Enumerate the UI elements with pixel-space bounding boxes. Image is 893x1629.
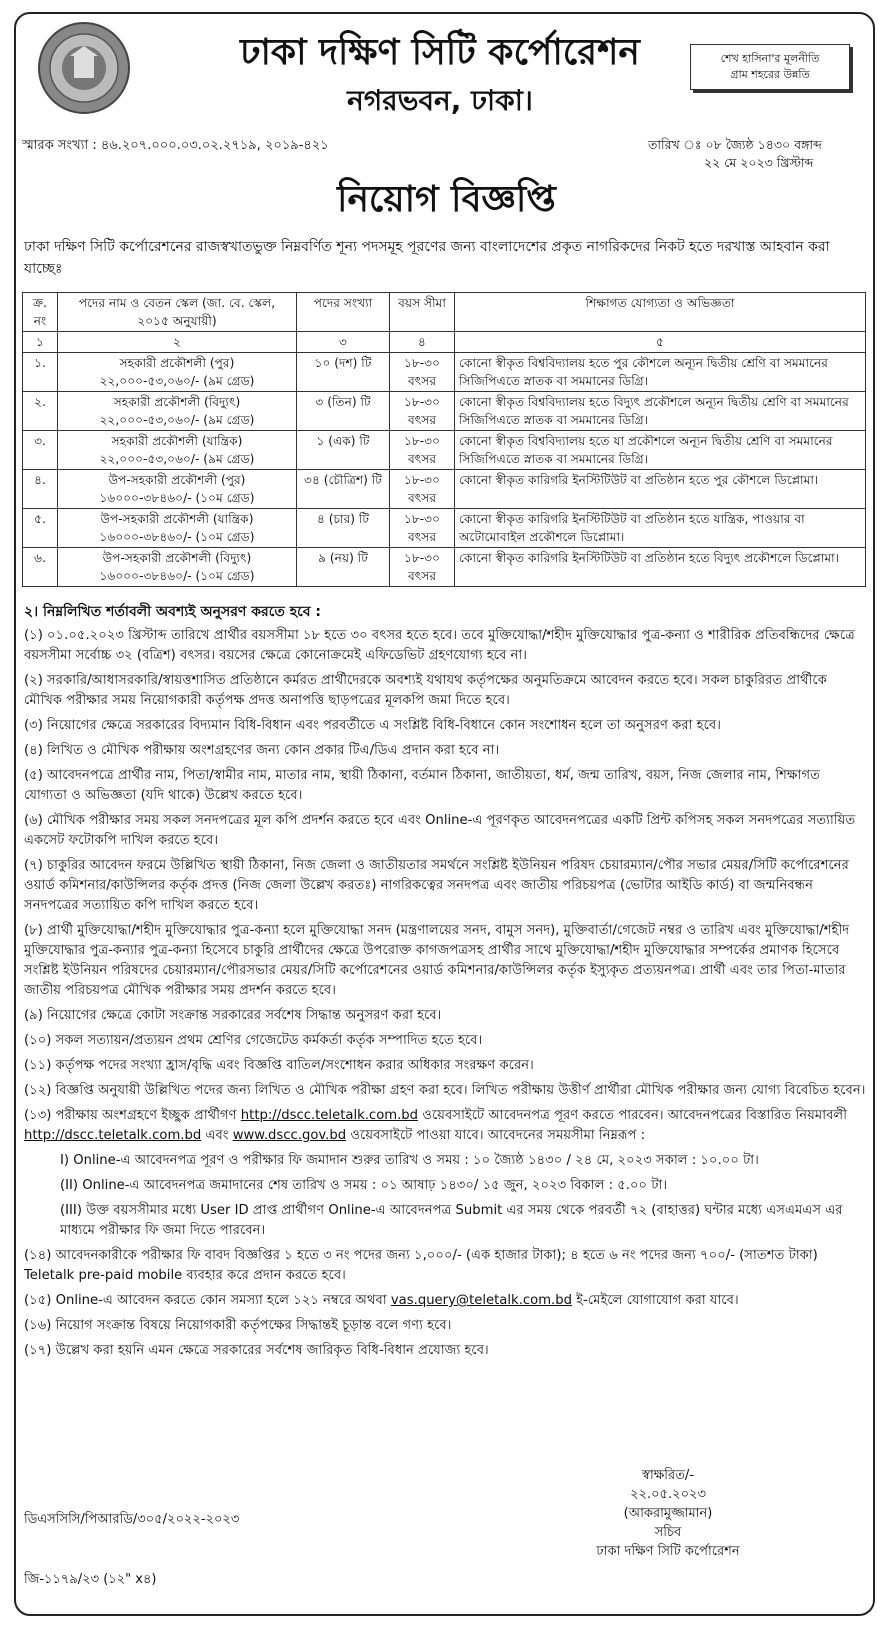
post-count: ৩৪ (চৌত্রিশ) টি bbox=[297, 470, 390, 509]
pay-scale: ২২,০০০-৫৩,০৬০/- (৯ম গ্রেড) bbox=[99, 413, 255, 427]
table-row bbox=[23, 392, 866, 431]
dscc-logo-icon bbox=[36, 20, 132, 116]
signature-block bbox=[568, 1466, 768, 1561]
column-number-row bbox=[23, 332, 866, 353]
post-name: সহকারী প্রকৌশলী (পুর) bbox=[119, 356, 235, 370]
condition-item: (৯) নিয়োগের ক্ষেত্রে কোটা সংক্রান্ত সরকারের সর্বশেষ সিদ্ধান্ত অনুসরণ করা হবে। bbox=[24, 1008, 442, 1023]
post-name: উপ-সহকারী প্রকৌশলী (বিদ্যুৎ) bbox=[102, 551, 252, 565]
support-email-link[interactable]: vas.query@teletalk.com.bd bbox=[390, 1293, 572, 1308]
memo-number: স্মারক সংখ্যা : ৪৬.২০৭.০০০.০৩.০২.২৭১৯, ২০১৯-৪২১ bbox=[22, 138, 329, 153]
age-cell bbox=[390, 392, 455, 431]
signed-label: স্বাক্ষরিত/- bbox=[642, 1468, 694, 1483]
condition-item: (৮) প্রার্থী মুক্তিযোদ্ধা/শহীদ মুক্তিযোদ্ধার পুত্র-কন্যা হলে মুক্তিযোদ্ধা সনদ (মন্ত্রণালয়ের সনদ, বামুস সনদ), মুক্তিবার্তা/গেজেট নম্বর ও তারিখ এবং মুক্তিযোদ্ধা/শহীদ মুক্তিযোদ্ধার পুত্র-কন্যার পুত্র-কন্যা হিসেবে চাকুরি প্রার্থীদের ক্ষেত্রে উপরোক্ত কাগজপত্রসহ প্রার্থীর সাথে মুক্তিযোদ্ধা/শহীদ মুক্তিযোদ্ধার সম্পর্কের প্রমাণক হিসেবে সংশ্লিষ্ট ইউনিয়ন পরিষদের চেয়ারম্যান/পৌরসভার মেয়র/সিটি কর্পোরেশনের ওয়ার্ড কমিশনার/কাউন্সিলর কর্তৃক ইস্যুকৃত প্রত্যয়নপত্র। প্রার্থী এবং তার পিতা-মাতার জাতীয় পরিচয়পত্র মৌখিক পরীক্ষার সময় প্রদর্শন করতে হবে। bbox=[24, 923, 850, 998]
row-serial: ৬. bbox=[23, 548, 58, 587]
post-count: ৯ (নয়) টি bbox=[297, 548, 390, 587]
age-cell bbox=[390, 548, 455, 587]
condition-15 bbox=[24, 1291, 866, 1311]
condition-13-sub: (III) উক্ত বয়সসীমার মধ্যে User ID প্রাপ্ত প্রার্থীগণ Online-এ আবেদনপত্র Submit এর সময় থেকে পরবর্তী ৭২ (বাহাত্তর) ঘন্টার মধ্যে এসএমএস এর মাধ্যমে পরীক্ষার ফি জমা দিতে পারবেন। bbox=[60, 1203, 843, 1238]
age-unit: বৎসর bbox=[407, 374, 437, 388]
row-serial: ৩. bbox=[23, 431, 58, 470]
condition-13-sub: I) Online-এ আবেদনপত্র পূরণ ও পরীক্ষার ফি জমাদান শুরুর তারিখ ও সময় : ১০ জ্যৈষ্ঠ ১৪৩০ / ২৪ মে, ২০২৩ সকাল : ১০.০০ টা। bbox=[60, 1153, 759, 1168]
condition-item: (২) সরকারি/আধাসরকারি/স্বায়ত্তশাসিত প্রতিষ্ঠানে কর্মরত প্রার্থীদেরকে অবশ্যই যথাযথ কর্তৃপক্ষের অনুমতিক্রমে আবেদন করতে হবে। সকল চাকুরিরত প্রার্থীকে মৌখিক পরীক্ষার সময় নিয়োগকারী কর্তৃপক্ষ প্রদত্ত অনাপত্তি ছাড়পত্রের মূলকপি জমা দিতে হবে। bbox=[24, 673, 827, 708]
condition-item: (১) ০১.০৫.২০২৩ খ্রিস্টাব্দ তারিখে প্রার্থীর বয়সসীমা ১৮ হতে ৩০ বৎসর হতে হবে। তবে মুক্তিযোদ্ধা/শহীদ মুক্তিযোদ্ধার পুত্র-কন্যা ও শারীরিক প্রতিবন্ধিদের ক্ষেত্রে বয়সসীমা সর্বোচ্চ ৩২ (বত্রিশ) বৎসর। বয়সের ক্ষেত্রে কোনোক্রমেই এফিডেভিট গ্রহণযোগ্য হবে না। bbox=[24, 628, 855, 663]
post-count: ৪ (চার) টি bbox=[297, 509, 390, 548]
col-header: পদের নাম ও বেতন স্কেল (জা. বে. স্কেল, ২০১৫ অনুযায়ী) bbox=[58, 293, 297, 332]
pay-scale: ১৬০০০-৩৮৪৬০/- (১০ম গ্রেড) bbox=[99, 569, 255, 583]
post-name: সহকারী প্রকৌশলী (যান্ত্রিক) bbox=[111, 434, 243, 448]
table-header-row bbox=[23, 293, 866, 332]
age-unit: বৎসর bbox=[407, 530, 437, 544]
reference-number: ডিএসসিসি/পিআরডি/৩০৫/২০২২-২০২৩ bbox=[24, 1512, 240, 1527]
post-name: উপ-সহকারী প্রকৌশলী (যান্ত্রিক) bbox=[100, 512, 254, 526]
qualification: কোনো স্বীকৃত বিশ্ববিদ্যালয় হতে পুর কৌশলে অন্যূন দ্বিতীয় শ্রেণি বা সমমানের সিজিপিএতে স্নাতক বা সমমানের ডিগ্রি। bbox=[455, 353, 866, 392]
post-name: সহকারী প্রকৌশলী (বিদ্যুৎ) bbox=[113, 395, 241, 409]
age-unit: বৎসর bbox=[407, 569, 437, 583]
pay-scale: ১৬০০০-৩৮৪৬০/- (১০ম গ্রেড) bbox=[99, 530, 255, 544]
col-header: শিক্ষাগত যোগ্যতা ও অভিজ্ঞতা bbox=[455, 293, 866, 332]
col-header: ক্র. নং bbox=[23, 293, 58, 332]
text: ই-মেইলে যোগাযোগ করা যাবে। bbox=[571, 1293, 739, 1308]
motto-line: গ্রাম শহরের উন্নতি bbox=[730, 68, 810, 81]
table-row bbox=[23, 509, 866, 548]
condition-item: (১০) সকল সত্যায়ন/প্রত্যয়ন প্রথম শ্রেণির গেজেটেড কর্মকর্তা কর্তৃক সম্পাদিত হতে হবে। bbox=[24, 1033, 483, 1048]
condition-item: (৭) চাকুরির আবেদন ফরমে উল্লিখিত স্থায়ী ঠিকানা, নিজ জেলা ও জাতীয়তার সমর্থনে সংশ্লিষ্ট ইউনিয়ন পরিষদ চেয়ারম্যান/পৌর সভার মেয়র/সিটি কর্পোরেশনের ওয়ার্ড কমিশনার/কাউন্সিলর কর্তৃক প্রদত্ত (নিজ জেলা উল্লেখ করতঃ) নাগরিকত্বের সনদপত্র এবং জাতীয় পরিচয়পত্র (ভোটার আইডি কার্ড) বা জন্মনিবন্ধন সনদপত্রের সত্যায়িত কপি দাখিল করতে হবে। bbox=[24, 858, 849, 913]
condition-item: (৬) মৌখিক পরীক্ষার সময় সকল সনদপত্রের মূল কপি প্রদর্শন করতে হবে এবং Online-এ পূরণকৃত আবেদনপত্রের একটি প্রিন্ট কপিসহ সকল সনদপত্রের সত্যায়িত একসেট ফটোকপি দাখিল করতে হবে। bbox=[24, 813, 856, 848]
row-serial: ৪. bbox=[23, 470, 58, 509]
org-title: ঢাকা দক্ষিণ সিটি কর্পোরেশন bbox=[240, 32, 640, 73]
post-name: উপ-সহকারী প্রকৌশলী (পুর) bbox=[108, 473, 246, 487]
age-limit: ১৮-৩০ bbox=[403, 512, 441, 526]
table-row bbox=[23, 548, 866, 587]
condition-item: (১১) কর্তৃপক্ষ পদের সংখ্যা হ্রাস/বৃদ্ধি এবং বিজ্ঞপ্তি বাতিল/সংশোধন করার অধিকার সংরক্ষণ করেন। bbox=[24, 1058, 534, 1073]
age-limit: ১৮-৩০ bbox=[403, 434, 441, 448]
posts-table bbox=[22, 292, 866, 587]
age-unit: বৎসর bbox=[407, 452, 437, 466]
age-limit: ১৮-৩০ bbox=[403, 473, 441, 487]
age-cell bbox=[390, 431, 455, 470]
condition-item: (১২) বিজ্ঞপ্তি অনুযায়ী উল্লিখিত পদের জন্য লিখিত ও মৌখিক পরীক্ষা গ্রহণ করা হবে। লিখিত পরীক্ষায় উত্তীর্ণ প্রার্থীরা মৌখিক পরীক্ষার জন্য যোগ্য বিবেচিত হবেন। bbox=[24, 1083, 866, 1098]
row-serial: ১. bbox=[23, 353, 58, 392]
age-unit: বৎসর bbox=[407, 491, 437, 505]
signatory-org: ঢাকা দক্ষিণ সিটি কর্পোরেশন bbox=[596, 1544, 740, 1559]
col-header: বয়স সীমা bbox=[390, 293, 455, 332]
pay-scale: ২২,০০০-৫৩,০৬০/- (৯ম গ্রেড) bbox=[99, 374, 255, 388]
age-limit: ১৮-৩০ bbox=[403, 395, 441, 409]
post-count: ৩ (তিন) টি bbox=[297, 392, 390, 431]
text: ওয়েবসাইটে পাওয়া যাবে। আবেদনের সময়সীমা নিম্নরূপ : bbox=[346, 1128, 646, 1143]
age-limit: ১৮-৩০ bbox=[403, 356, 441, 370]
dscc-website-link[interactable]: www.dscc.gov.bd bbox=[232, 1128, 347, 1143]
motto-line: শেখ হাসিনা'র মূলনীতি bbox=[720, 52, 820, 65]
table-row bbox=[23, 353, 866, 392]
conditions-list bbox=[24, 626, 866, 1366]
intro-text: ঢাকা দক্ষিণ সিটি কর্পোরেশনের রাজস্বখাতভুক্ত নিম্নবর্ণিত শূন্য পদসমূহ পূরণের জন্য বাংলাদেশের প্রকৃত নাগরিকদের নিকট হতে দরখাস্ত আহবান করা যাচ্ছেঃ bbox=[24, 239, 830, 277]
text: (১৩) পরীক্ষায় অংশগ্রহণে ইচ্ছুক প্রার্থীগণ bbox=[24, 1108, 241, 1123]
row-serial: ৫. bbox=[23, 509, 58, 548]
text: (১৫) Online-এ আবেদন করতে কোন সমস্যা হলে ১২১ নম্বরে অথবা bbox=[24, 1293, 391, 1308]
condition-13-sub: (II) Online-এ আবেদনপত্র জমাদানের শেষ তারিখ ও সময় : ০১ আষাঢ় ১৪৩০/ ১৫ জুন, ২০২৩ বিকাল : ৫.০০ টা। bbox=[60, 1178, 668, 1193]
qualification: কোনো স্বীকৃত কারিগরি ইনস্টিটিউট বা প্রতিষ্ঠান হতে যান্ত্রিক, পাওয়ার বা অটোমোবাইল প্রকৌশলে ডিপ্লোমা। bbox=[455, 509, 866, 548]
col-number: ২ bbox=[58, 332, 297, 353]
condition-17: (১৭) উল্লেখ করা হয়নি এমন ক্ষেত্রে সরকারের সর্বশেষ জারিকৃত বিধি-বিধান প্রযোজ্য হবে। bbox=[24, 1343, 489, 1358]
gazette-number: জি-১১৭৯/২৩ (১২" x৪) bbox=[24, 1572, 157, 1587]
col-number: ১ bbox=[23, 332, 58, 353]
post-cell bbox=[58, 509, 297, 548]
qualification: কোনো স্বীকৃত বিশ্ববিদ্যালয় হতে যা প্রকৌশলে অন্যূন দ্বিতীয় শ্রেণি বা সমমানের সিজিপিএতে স্নাতক বা সমমানের ডিগ্রি। bbox=[455, 431, 866, 470]
table-row bbox=[23, 470, 866, 509]
post-cell bbox=[58, 470, 297, 509]
condition-item: (৫) আবেদনপত্রে প্রার্থীর নাম, পিতা/স্বামীর নাম, মাতার নাম, স্থায়ী ঠিকানা, বর্তমান ঠিকানা, জাতীয়তা, ধর্ম, জন্ম তারিখ, বয়স, নিজ জেলার নাম, শিক্ষাগত যোগ্যতা ও অভিজ্ঞতা (যদি থাকে) উল্লেখ করতে হবে। bbox=[24, 768, 820, 803]
col-number: ৩ bbox=[297, 332, 390, 353]
post-cell bbox=[58, 392, 297, 431]
motto-box bbox=[690, 44, 850, 90]
pay-scale: ২২,০০০-৫৩,০৬০/- (৯ম গ্রেড) bbox=[99, 452, 255, 466]
age-cell bbox=[390, 509, 455, 548]
age-limit: ১৮-৩০ bbox=[403, 551, 441, 565]
condition-item: (৩) নিয়োগের ক্ষেত্রে সরকারের বিদ্যমান বিধি-বিধান এবং পরবর্তীতে এ সংশ্লিষ্ট বিধি-বিধানে কোন সংশোধন হলে তা অনুসরণ করা হবে। bbox=[24, 718, 721, 733]
post-cell bbox=[58, 431, 297, 470]
condition-14: (১৪) আবেদনকারীকে পরীক্ষার ফি বাবদ বিজ্ঞপ্তির ১ হতে ৩ নং পদের জন্য ১,০০০/- (এক হাজার টাকা); ৪ হতে ৬ নং পদের জন্য ৭০০/- (সাতশত টাকা) Teletalk pre-paid mobile ব্যবহার করে প্রদান করতে হবে। bbox=[24, 1248, 818, 1283]
notice-title: নিয়োগ বিজ্ঞপ্তি bbox=[337, 179, 556, 220]
signatory-title: সচিব bbox=[654, 1525, 682, 1540]
condition-item: (৪) লিখিত ও মৌখিক পরীক্ষায় অংশগ্রহণের জন্য কোন প্রকার টিএ/ডিএ প্রদান করা হবে না। bbox=[24, 743, 500, 758]
col-header: পদের সংখ্যা bbox=[297, 293, 390, 332]
pay-scale: ১৬০০০-৩৮৪৬০/- (১০ম গ্রেড) bbox=[99, 491, 255, 505]
qualification: কোনো স্বীকৃত বিশ্ববিদ্যালয় হতে বিদ্যুৎ প্রকৌশলে অন্যূন দ্বিতীয় শ্রেণি বা সমমানের সিজিপিএতে স্নাতক বা সমমানের ডিগ্রি। bbox=[455, 392, 866, 431]
age-cell bbox=[390, 353, 455, 392]
col-number: ৫ bbox=[455, 332, 866, 353]
rules-link[interactable]: http://dscc.teletalk.com.bd bbox=[24, 1128, 202, 1143]
conditions-heading: ২। নিম্নলিখিত শর্তাবলী অবশ্যই অনুসরণ করতে হবে : bbox=[24, 604, 321, 620]
post-cell bbox=[58, 353, 297, 392]
post-cell bbox=[58, 548, 297, 587]
text: এবং bbox=[201, 1128, 233, 1143]
date-english: ২২ মে ২০২৩ খ্রিস্টাব্দ bbox=[704, 155, 814, 170]
condition-16: (১৬) নিয়োগ সংক্রান্ত বিষয়ে নিয়োগকারী কর্তৃপক্ষের সিদ্ধান্তই চূড়ান্ত বলে গণ্য হবে। bbox=[24, 1318, 452, 1333]
qualification: কোনো স্বীকৃত কারিগরি ইনস্টিটিউট বা প্রতিষ্ঠান হতে বিদ্যুৎ প্রকৌশলে ডিপ্লোমা। bbox=[455, 548, 866, 587]
condition-13 bbox=[24, 1106, 866, 1146]
post-count: ১০ (দশ) টি bbox=[297, 353, 390, 392]
text: ওয়েবসাইটে আবেদনপত্র পূরণ করতে পারবেন। আবেদনপত্রের বিস্তারিত নিয়মাবলী bbox=[418, 1108, 848, 1123]
post-count: ১ (এক) টি bbox=[297, 431, 390, 470]
notice-date bbox=[648, 136, 822, 172]
col-number: ৪ bbox=[390, 332, 455, 353]
date-label: তারিখ ঃ bbox=[648, 137, 702, 152]
date-bangla: ০৮ জ্যৈষ্ঠ ১৪৩০ বঙ্গাব্দ bbox=[705, 137, 822, 152]
age-unit: বৎসর bbox=[407, 413, 437, 427]
table-row bbox=[23, 431, 866, 470]
qualification: কোনো স্বীকৃত কারিগরি ইনস্টিটিউট বা প্রতিষ্ঠান হতে পুর কৌশলে ডিপ্লোমা। bbox=[455, 470, 866, 509]
apply-link[interactable]: http://dscc.teletalk.com.bd bbox=[240, 1108, 419, 1123]
signatory-name: (আকরামুজ্জামান) bbox=[623, 1506, 713, 1521]
age-cell bbox=[390, 470, 455, 509]
org-address: নগরভবন, ঢাকা। bbox=[347, 84, 533, 117]
row-serial: ২. bbox=[23, 392, 58, 431]
sign-date: ২২.০৫.২০২৩ bbox=[630, 1487, 706, 1502]
